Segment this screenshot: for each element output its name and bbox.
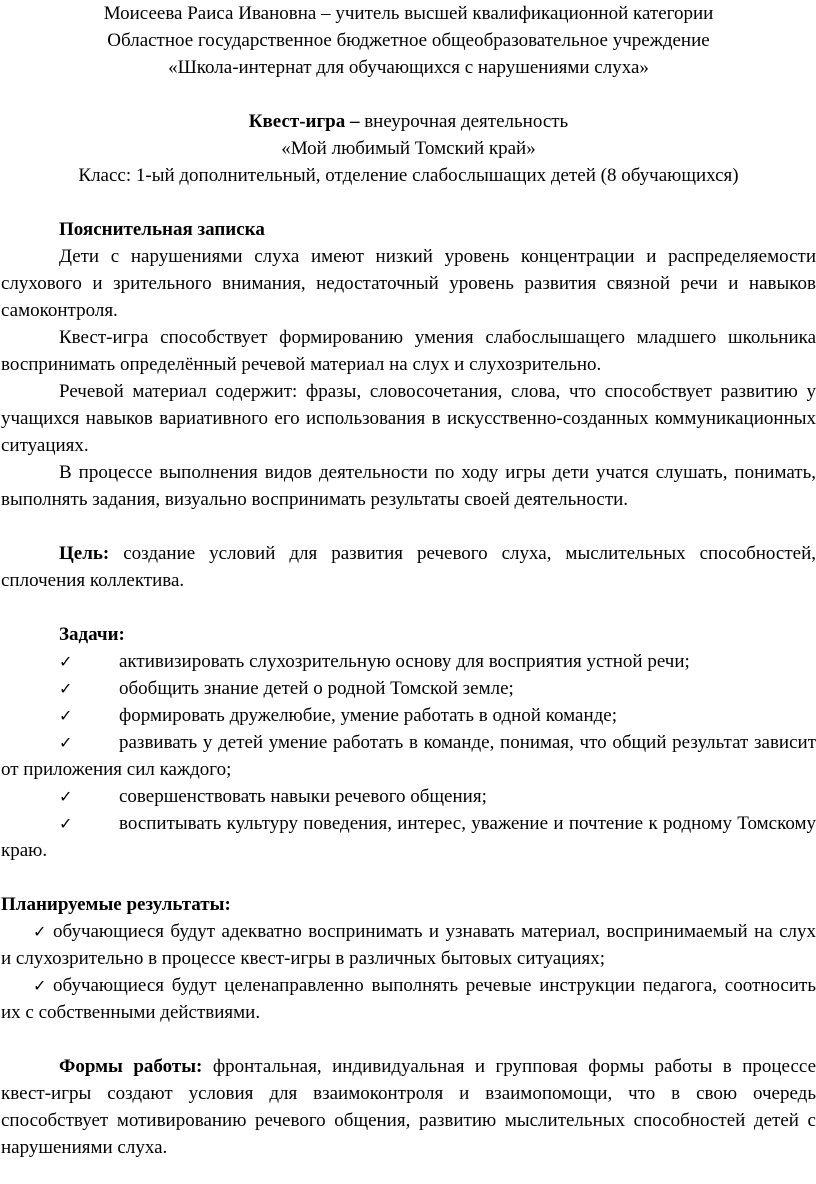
checkmark-icon: ✓ [59,679,73,698]
institution-line: Областное государственное бюджетное общеобразовательное учреждение [107,30,710,51]
result-text: обучающиеся будут целенаправленно выполнять речевые инструкции педагога, соотносить их с собственными действиями. [1,975,816,1023]
checkmark-icon: ✓ [59,787,73,806]
forms-label: Формы работы: [59,1056,203,1077]
checkmark-icon: ✓ [59,814,73,833]
class-info: Класс: 1-ый дополнительный, отделение слабослышащих детей (8 обучающихся) [78,165,739,186]
checkmark-icon: ✓ [59,733,73,752]
task-item [1,783,816,810]
task-item [1,702,816,729]
task-text: развивать у детей умение работать в команде, понимая, что общий результат зависит от приложения сил каждого; [1,732,816,780]
task-text: совершенствовать навыки речевого общения; [119,786,487,807]
task-item [1,648,816,675]
task-text: воспитывать культуру поведения, интерес, уважение и почтение к родному Томскому краю. [1,813,816,861]
checkmark-icon: ✓ [59,652,73,671]
quest-name: «Мой любимый Томский край» [281,138,536,159]
checkmark-icon: ✓ [33,976,47,995]
author-header [1,0,816,81]
checkmark-icon: ✓ [33,922,47,941]
result-item [1,972,816,1026]
checkmark-icon: ✓ [59,706,73,725]
note-paragraph: В процессе выполнения видов деятельности по ходу игры дети учатся слушать, понимать, выполнять задания, визуально воспринимать результаты своей деятельности. [1,462,816,510]
task-item [1,729,816,783]
title-bold: Квест-игра – [248,111,360,132]
forms-text: фронтальная, индивидуальная и групповая формы работы в процессе квест-игры создают условия для взаимоконтроля и взаимопомощи, что в свою очередь способствует мотивированию речевого общения, развитию мыслительных способностей детей с нарушениями слуха. [1,1056,816,1158]
note-heading: Пояснительная записка [59,219,265,240]
goal-paragraph [1,540,816,594]
forms-paragraph [1,1053,816,1161]
note-paragraph: Квест-игра способствует формированию умения слабослышащего младшего школьника воспринимать определённый речевой материал на слух и слухозрительно. [1,327,816,375]
task-item [1,810,816,864]
title-rest: внеурочная деятельность [359,111,569,132]
result-item [1,918,816,972]
school-name-line: «Школа-интернат для обучающихся с нарушениями слуха» [168,57,649,78]
results-heading: Планируемые результаты: [1,894,231,915]
tasks-heading: Задачи: [59,624,125,645]
note-paragraph: Дети с нарушениями слуха имеют низкий уровень концентрации и распределяемости слухового и зрительного внимания, недостаточный уровень развития связной речи и навыков самоконтроля. [1,246,816,321]
goal-text: создание условий для развития речевого слуха, мыслительных способностей, сплочения коллектива. [1,543,816,591]
document-title [1,108,816,135]
task-text: обобщить знание детей о родной Томской земле; [119,678,514,699]
task-text: формировать дружелюбие, умение работать в одной команде; [119,705,617,726]
note-paragraph: Речевой материал содержит: фразы, словосочетания, слова, что способствует развитию у учащихся навыков вариативного его использования в искусственно-созданных коммуникационных ситуациях. [1,381,816,456]
result-text: обучающиеся будут адекватно воспринимать и узнавать материал, воспринимаемый на слух и слухозрительно в процессе квест-игры в различных бытовых ситуациях; [1,921,816,969]
author-line: Моисеева Раиса Ивановна – учитель высшей квалификационной категории [103,3,714,24]
goal-label: Цель: [59,543,110,564]
task-item [1,675,816,702]
task-text: активизировать слухозрительную основу для восприятия устной речи; [119,651,690,672]
